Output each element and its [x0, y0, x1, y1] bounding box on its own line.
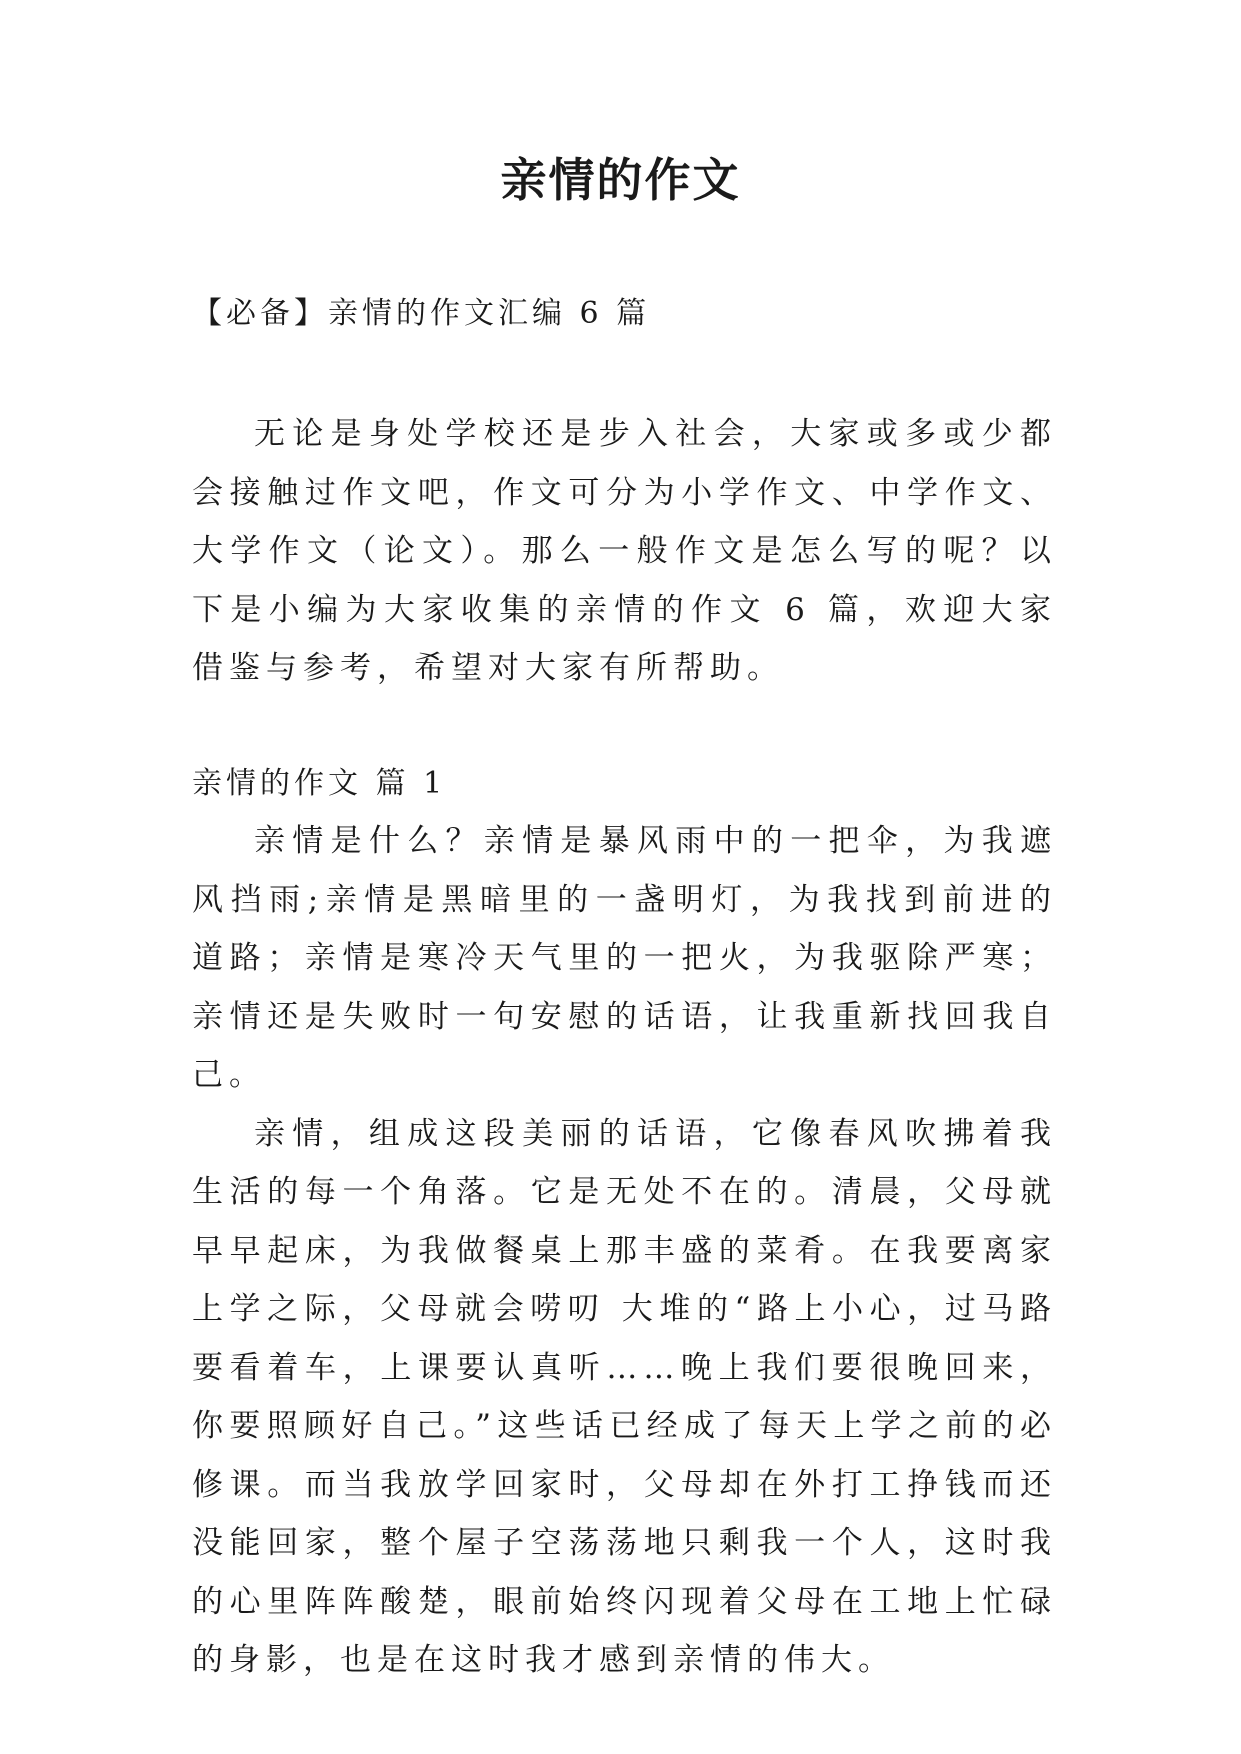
- section-heading: 亲情的作文 篇 1: [192, 766, 447, 801]
- intro-paragraph: 无论是身处学校还是步入社会，大家或多或少都会接触过作文吧，作文可分为小学作文、中学作文、大学作文（论文）。那么一般作文是怎么写的呢？以下是小编为大家收集的亲情的作文 6 篇，欢迎大家借鉴与参考，希望对大家有所帮助。: [192, 416, 1057, 686]
- section-body: [192, 812, 1057, 1690]
- intro-section: [192, 405, 1057, 698]
- document-title: 亲情的作文: [500, 153, 741, 207]
- body-paragraph-2: 亲情，组成这段美丽的话语，它像春风吹拂着我生活的每一个角落。它是无处不在的。清晨，父母就早早起床，为我做餐桌上那丰盛的菜肴。在我要离家上学之际，父母就会唠叨 大堆的“路上小心，过马路要看着车，上课要认真听……晚上我们要很晚回来，你要照顾好自己。”这些话已经成了每天上学之前的必修课。而当我放学回家时，父母却在外打工挣钱而还没能回家，整个屋子空荡荡地只剩我一个人，这时我的心里阵阵酸楚，眼前始终闪现着父母在工地上忙碌的身影，也是在这时我才感到亲情的伟大。: [192, 1115, 1057, 1678]
- body-paragraph-1: 亲情是什么？亲情是暴风雨中的一把伞，为我遮风挡雨;亲情是黑暗里的一盏明灯，为我找到前进的道路；亲情是寒冷天气里的一把火，为我驱除严寒；亲情还是失败时一句安慰的话语，让我重新找回我自己。: [192, 823, 1057, 1093]
- document-subtitle: 【必备】亲情的作文汇编 6 篇: [192, 296, 651, 331]
